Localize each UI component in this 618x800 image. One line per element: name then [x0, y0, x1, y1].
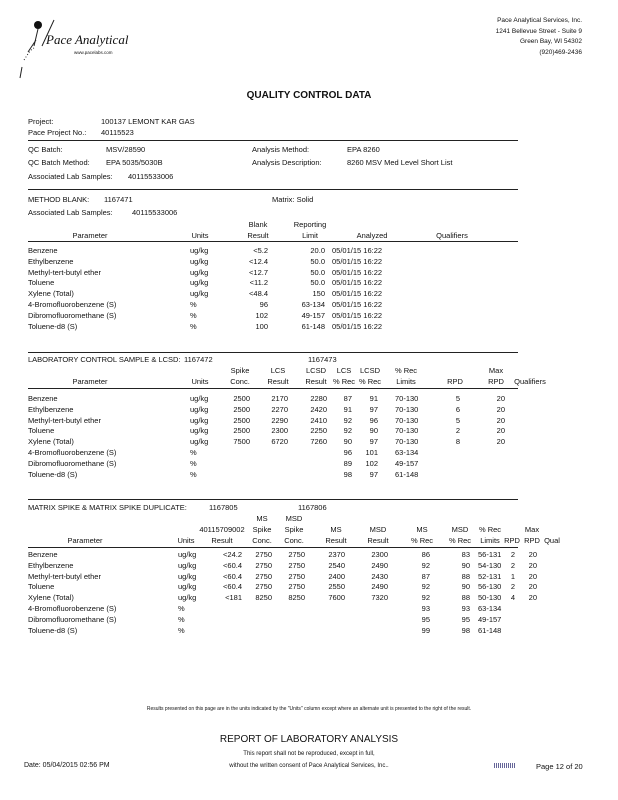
address-line: 1241 Bellevue Street - Suite 9	[495, 27, 582, 35]
table-cell: 05/01/15 16:22	[332, 278, 383, 288]
table-cell: 98	[461, 625, 470, 635]
column-header: LCSD	[359, 366, 380, 375]
table-cell: 56-131	[478, 550, 502, 559]
table-cell: 87	[343, 394, 352, 403]
project-label: Project:	[28, 117, 54, 126]
parameter-name: Benzene	[28, 550, 58, 559]
column-header: RPD	[447, 377, 463, 386]
table-cell: 90	[461, 582, 470, 592]
table-cell: 2500	[233, 415, 250, 425]
table-cell: 98	[343, 469, 352, 479]
table-cell: 6	[455, 404, 460, 414]
parameter-name: Methyl-tert-butyl ether	[28, 571, 101, 581]
table-cell: 2410	[310, 415, 327, 425]
column-header: MS	[256, 514, 268, 523]
table-cell: ug/kg	[178, 550, 197, 559]
table-cell: 52-131	[478, 571, 502, 581]
table-cell: ug/kg	[190, 246, 209, 255]
column-header: MSD	[285, 514, 303, 523]
table-cell: 61-148	[301, 321, 325, 331]
divider	[28, 140, 518, 141]
column-header: RPD	[524, 536, 540, 545]
table-cell: ug/kg	[190, 404, 209, 414]
msd-id: 1167806	[298, 503, 327, 512]
table-cell: ug/kg	[178, 571, 197, 581]
table-cell: <48.4	[249, 289, 268, 299]
table-cell: 61-148	[395, 469, 419, 479]
table-cell: 20	[496, 415, 505, 425]
mb-samples-value: 40115533006	[132, 208, 178, 217]
table-cell: 63-134	[301, 300, 325, 309]
parameter-name: Dibromofluoromethane (S)	[28, 458, 117, 468]
address-line: (920)469-2436	[539, 48, 582, 56]
table-cell: 2430	[371, 571, 388, 581]
parameter-name: Methyl-tert-butyl ether	[28, 415, 101, 425]
table-cell: 92	[343, 415, 352, 425]
table-cell: 96	[259, 300, 268, 309]
pace-logo	[14, 12, 134, 82]
table-cell: 2490	[371, 582, 388, 592]
table-cell: 2750	[288, 560, 305, 570]
column-header: Blank	[248, 220, 268, 229]
column-header: RPD	[504, 536, 520, 545]
pace-project-label: Pace Project No.:	[28, 128, 87, 137]
table-cell: 8250	[255, 593, 272, 603]
column-header: Result	[325, 536, 347, 545]
table-cell: 63-134	[395, 448, 419, 457]
column-header: Result	[247, 231, 269, 240]
table-cell: 102	[255, 310, 268, 320]
table-cell: 95	[421, 614, 430, 624]
column-header: Conc.	[284, 536, 304, 545]
column-header: % Rec	[394, 366, 418, 375]
table-cell: 63-134	[478, 604, 502, 613]
parameter-name: Toluene	[28, 426, 55, 436]
table-cell: 2250	[310, 426, 327, 436]
parameter-name: Ethylbenzene	[28, 256, 74, 266]
table-cell: 20	[528, 582, 537, 592]
column-header: Result	[211, 536, 233, 545]
column-header: Max	[488, 366, 504, 375]
column-header: Units	[191, 377, 209, 386]
lcs-id: 1167472	[184, 355, 213, 364]
column-header: Limit	[302, 231, 318, 240]
column-header: Result	[305, 377, 327, 386]
column-header: MSD	[369, 525, 387, 534]
column-header: MS	[330, 525, 342, 534]
table-cell: 2420	[310, 404, 327, 414]
column-header: Spike	[230, 366, 250, 375]
barcode-icon	[494, 763, 516, 768]
parameter-name: Benzene	[28, 246, 58, 255]
parameter-name: Toluene	[28, 278, 55, 288]
table-cell: 93	[461, 604, 470, 613]
table-cell: 50.0	[310, 256, 325, 266]
table-cell: 61-148	[478, 625, 502, 635]
table-cell: 2290	[271, 415, 288, 425]
column-header: Parameter	[72, 377, 108, 386]
table-cell: 05/01/15 16:22	[332, 321, 383, 331]
table-cell: 96	[369, 415, 378, 425]
parameter-name: Dibromofluoromethane (S)	[28, 614, 117, 624]
table-cell: 92	[421, 582, 430, 592]
table-cell: 92	[343, 426, 352, 436]
column-header: Result	[267, 377, 289, 386]
lab-address	[496, 16, 582, 58]
table-cell: 2500	[233, 404, 250, 414]
parameter-name: Ethylbenzene	[28, 404, 74, 414]
table-cell: <24.2	[223, 550, 242, 559]
table-cell: %	[190, 469, 197, 479]
table-cell: 97	[369, 404, 378, 414]
qc-batch-value: MSV/28590	[106, 145, 146, 154]
table-cell: ug/kg	[190, 426, 209, 436]
table-cell: 05/01/15 16:22	[332, 256, 383, 266]
qc-method-label: QC Batch Method:	[28, 158, 90, 167]
table-cell: 86	[421, 550, 430, 559]
table-cell: %	[178, 604, 185, 613]
table-cell: 49-157	[395, 458, 419, 468]
table-cell: 90	[461, 560, 470, 570]
qc-method-value: EPA 5035/5030B	[106, 158, 163, 167]
table-cell: 50-130	[478, 593, 502, 603]
table-cell: 97	[369, 469, 378, 479]
table-cell: 2500	[233, 426, 250, 436]
table-cell: <5.2	[253, 246, 268, 255]
ms-id: 1167805	[209, 503, 238, 512]
parameter-name: Xylene (Total)	[28, 437, 74, 447]
table-cell: <12.7	[249, 267, 268, 277]
table-cell: 90	[343, 437, 352, 447]
table-cell: 88	[461, 593, 470, 603]
table-cell: <60.4	[223, 560, 242, 570]
table-cell: <60.4	[223, 582, 242, 592]
table-cell: 83	[461, 550, 470, 559]
column-header: Qualifiers	[514, 377, 546, 386]
table-cell: 7320	[371, 593, 388, 603]
header-rule	[28, 388, 518, 389]
table-cell: 20	[496, 437, 505, 447]
table-cell: 20	[528, 593, 537, 603]
table-cell: %	[190, 321, 197, 331]
table-cell: 2270	[271, 404, 288, 414]
column-header: % Rec	[478, 525, 502, 534]
column-header: Result	[367, 536, 389, 545]
parameter-name: 4-Bromofluorobenzene (S)	[28, 300, 117, 309]
table-cell: 89	[343, 458, 352, 468]
table-cell: ug/kg	[178, 582, 197, 592]
column-header: % Rec	[448, 536, 472, 545]
column-header: Spike	[284, 525, 304, 534]
column-header: Parameter	[67, 536, 103, 545]
parameter-name: Benzene	[28, 394, 58, 403]
table-cell: 2750	[255, 582, 272, 592]
table-cell: 8250	[288, 593, 305, 603]
table-cell: ug/kg	[190, 289, 209, 299]
report-heading: REPORT OF LABORATORY ANALYSIS	[219, 734, 399, 745]
table-cell: 70-130	[395, 437, 419, 447]
reproduction-note: This report shall not be reproduced, except in full,	[243, 751, 375, 757]
table-cell: 49-157	[301, 310, 325, 320]
table-cell: 70-130	[395, 394, 419, 403]
column-header: % Rec	[410, 536, 434, 545]
table-cell: %	[190, 458, 197, 468]
table-cell: 1	[510, 571, 515, 581]
table-cell: %	[190, 448, 197, 457]
report-date: Date: 05/04/2015 02:56 PM	[24, 762, 110, 769]
parameter-name: Methyl-tert-butyl ether	[28, 267, 101, 277]
column-header: Spike	[252, 525, 272, 534]
table-cell: 96	[343, 448, 352, 457]
address-line: Pace Analytical Services, Inc.	[497, 17, 582, 24]
table-cell: 7260	[310, 437, 327, 447]
column-header: % Rec	[332, 377, 356, 386]
table-cell: 2750	[255, 560, 272, 570]
svg-text:www.pacelabs.com: www.pacelabs.com	[74, 50, 113, 55]
table-cell: ug/kg	[190, 267, 209, 277]
table-cell: ug/kg	[190, 278, 209, 288]
table-cell: 90	[369, 426, 378, 436]
parameter-name: Toluene-d8 (S)	[28, 625, 78, 635]
table-cell: 2750	[288, 571, 305, 581]
table-cell: 2750	[288, 550, 305, 559]
table-cell: ug/kg	[190, 437, 209, 447]
table-cell: ug/kg	[190, 256, 209, 266]
table-cell: <11.2	[249, 278, 268, 288]
column-header: Limits	[396, 377, 416, 386]
qc-batch-label: QC Batch:	[28, 145, 63, 154]
table-cell: 4	[510, 593, 515, 603]
header-rule	[28, 547, 518, 548]
table-cell: 05/01/15 16:22	[332, 300, 383, 309]
table-cell: <12.4	[249, 256, 268, 266]
column-header: Units	[177, 536, 195, 545]
table-cell: 2400	[328, 571, 345, 581]
column-header: LCSD	[305, 366, 326, 375]
column-header: 40115709002	[199, 525, 245, 534]
table-cell: 2	[510, 560, 515, 570]
column-header: Units	[191, 231, 209, 240]
analysis-method-value: EPA 8260	[347, 145, 380, 154]
table-cell: %	[190, 310, 197, 320]
table-cell: %	[178, 614, 185, 624]
table-cell: 91	[343, 404, 352, 414]
table-cell: 20	[496, 404, 505, 414]
table-cell: ug/kg	[190, 415, 209, 425]
table-cell: 2550	[328, 582, 345, 592]
parameter-name: 4-Bromofluorobenzene (S)	[28, 448, 117, 457]
table-cell: %	[190, 300, 197, 309]
table-cell: 20.0	[310, 246, 325, 255]
header-rule	[28, 241, 518, 242]
table-cell: 7600	[328, 593, 345, 603]
table-cell: 95	[461, 614, 470, 624]
column-header: MS	[416, 525, 428, 534]
column-header: Max	[524, 525, 540, 534]
table-cell: 87	[421, 571, 430, 581]
table-cell: 150	[312, 289, 325, 299]
table-cell: 99	[421, 625, 430, 635]
table-cell: 2540	[328, 560, 345, 570]
table-cell: 2170	[271, 394, 288, 403]
table-cell: 20	[496, 394, 505, 403]
table-cell: 92	[421, 560, 430, 570]
divider	[28, 352, 518, 353]
method-blank-label: METHOD BLANK:	[28, 195, 90, 204]
lcs-label: LABORATORY CONTROL SAMPLE & LCSD:	[28, 355, 181, 364]
table-cell: 2300	[271, 426, 288, 436]
column-header: RPD	[488, 377, 504, 386]
lcsd-id: 1167473	[308, 355, 337, 364]
parameter-name: Ethylbenzene	[28, 560, 74, 570]
table-cell: 05/01/15 16:22	[332, 310, 383, 320]
table-cell: 88	[461, 571, 470, 581]
table-cell: 2	[455, 426, 460, 436]
table-cell: 20	[528, 571, 537, 581]
table-cell: 05/01/15 16:22	[332, 289, 383, 299]
column-header: Limits	[480, 536, 500, 545]
table-cell: 05/01/15 16:22	[332, 267, 383, 277]
table-cell: 05/01/15 16:22	[332, 246, 383, 255]
table-cell: 54-130	[478, 560, 502, 570]
column-header: Qual	[544, 536, 560, 545]
column-header: Qualifiers	[436, 231, 468, 240]
table-cell: 101	[365, 448, 378, 457]
table-cell: 2500	[233, 394, 250, 403]
table-cell: 70-130	[395, 415, 419, 425]
table-cell: 6720	[271, 437, 288, 447]
table-cell: 2490	[371, 560, 388, 570]
qc-samples-label: Associated Lab Samples:	[28, 172, 113, 181]
table-cell: 50.0	[310, 267, 325, 277]
table-cell: 93	[421, 604, 430, 613]
table-cell: 2750	[255, 550, 272, 559]
column-header: % Rec	[358, 377, 382, 386]
table-cell: 20	[528, 560, 537, 570]
parameter-name: Xylene (Total)	[28, 593, 74, 603]
table-cell: 2370	[328, 550, 345, 559]
table-cell: 102	[365, 458, 378, 468]
parameter-name: Toluene	[28, 582, 55, 592]
divider	[28, 499, 518, 500]
project-value: 100137 LEMONT KAR GAS	[101, 117, 195, 126]
divider	[28, 189, 518, 190]
table-cell: 20	[496, 426, 505, 436]
analysis-desc-value: 8260 MSV Med Level Short List	[347, 158, 453, 167]
ms-label: MATRIX SPIKE & MATRIX SPIKE DUPLICATE:	[28, 503, 187, 512]
table-cell: 2	[510, 550, 515, 559]
page-number: Page 12 of 20	[536, 762, 583, 771]
table-cell: 5	[455, 415, 460, 425]
table-cell: 91	[369, 394, 378, 403]
table-cell: 92	[421, 593, 430, 603]
table-cell: 20	[528, 550, 537, 559]
table-cell: <181	[225, 593, 242, 603]
mb-samples-label: Associated Lab Samples:	[28, 208, 113, 217]
column-header: Analyzed	[356, 231, 388, 240]
qc-samples-value: 40115533006	[128, 172, 174, 181]
table-cell: 2750	[255, 571, 272, 581]
parameter-name: Toluene-d8 (S)	[28, 469, 78, 479]
table-cell: 5	[455, 394, 460, 403]
table-cell: 2300	[371, 550, 388, 559]
svg-text:Pace Analytical: Pace Analytical	[46, 32, 129, 47]
table-cell: 70-130	[395, 404, 419, 414]
table-cell: 7500	[233, 437, 250, 447]
table-cell: 100	[255, 321, 268, 331]
table-cell: 2750	[288, 582, 305, 592]
table-cell: %	[178, 625, 185, 635]
parameter-name: Toluene-d8 (S)	[28, 321, 78, 331]
matrix-value: Matrix: Solid	[272, 195, 314, 204]
parameter-name: 4-Bromofluorobenzene (S)	[28, 604, 117, 613]
column-header: Conc.	[230, 377, 250, 386]
units-note: Results presented on this page are in the units indicated by the "Units" column except where an alternate unit is presented to the right of the result.	[146, 706, 472, 712]
parameter-name: Dibromofluoromethane (S)	[28, 310, 117, 320]
page-title: QUALITY CONTROL DATA	[246, 90, 372, 101]
table-cell: 56-130	[478, 582, 502, 592]
reproduction-note: without the written consent of Pace Analytical Services, Inc..	[229, 763, 389, 769]
column-header: LCS	[336, 366, 352, 375]
analysis-method-label: Analysis Method:	[252, 145, 310, 154]
analysis-desc-label: Analysis Description:	[252, 158, 322, 167]
table-cell: ug/kg	[178, 560, 197, 570]
table-cell: 50.0	[310, 278, 325, 288]
table-cell: 2280	[310, 394, 327, 403]
column-header: Reporting	[293, 220, 327, 229]
table-cell: <60.4	[223, 571, 242, 581]
column-header: Conc.	[252, 536, 272, 545]
method-blank-id: 1167471	[104, 195, 133, 204]
table-cell: 49-157	[478, 614, 502, 624]
table-cell: ug/kg	[190, 394, 209, 403]
column-header: LCS	[270, 366, 286, 375]
table-cell: 2	[510, 582, 515, 592]
table-cell: ug/kg	[178, 593, 197, 603]
parameter-name: Xylene (Total)	[28, 289, 74, 299]
column-header: MSD	[451, 525, 469, 534]
column-header: Parameter	[72, 231, 108, 240]
address-line: Green Bay, WI 54302	[519, 38, 582, 45]
table-cell: 97	[369, 437, 378, 447]
pace-project-value: 40115523	[101, 128, 134, 137]
table-cell: 70-130	[395, 426, 419, 436]
table-cell: 8	[455, 437, 460, 447]
